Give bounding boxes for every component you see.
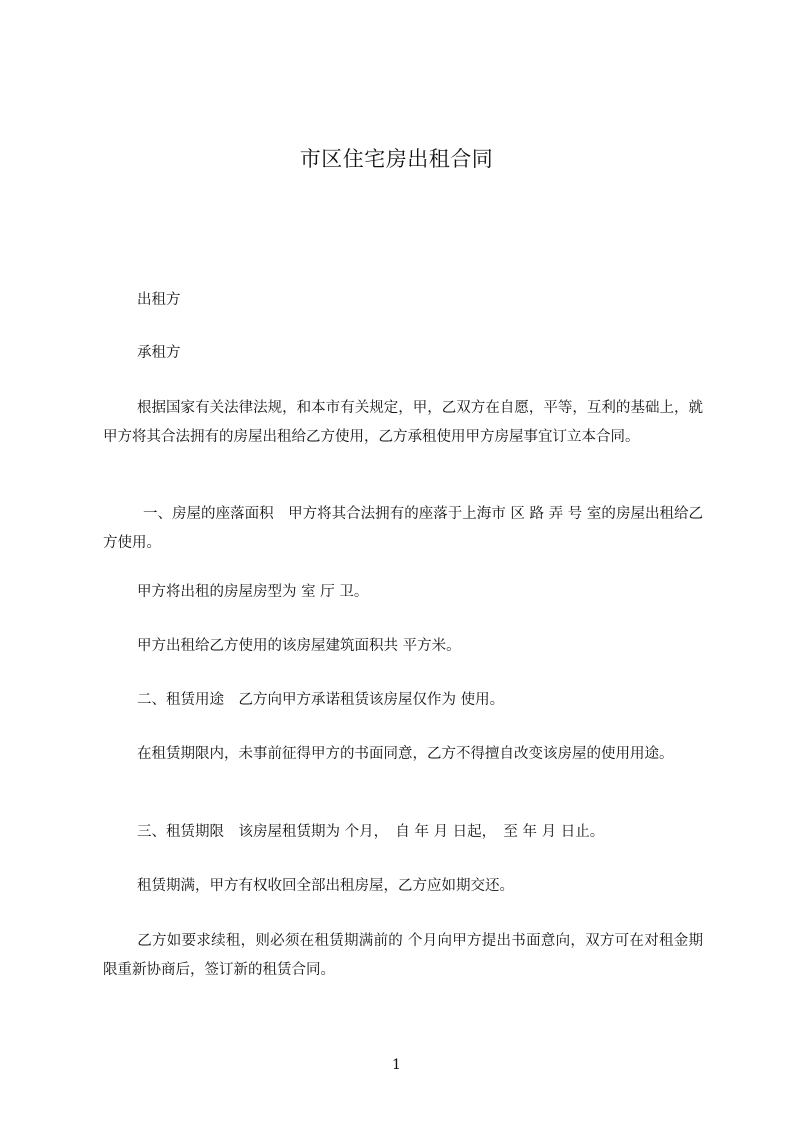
paragraph-text: 二、租赁用途 乙方向甲方承诺租赁该房屋仅作为 使用。 <box>137 692 505 708</box>
paragraph-lessee <box>103 339 703 368</box>
paragraph-lessor <box>103 286 703 315</box>
paragraph-text: 在租赁期限内，未事前征得甲方的书面同意，乙方不得擅自改变该房屋的使用用途。 <box>137 746 674 762</box>
document-title: 市区住宅房出租合同 <box>299 147 494 171</box>
paragraph-floor-area <box>103 632 703 661</box>
page-number: 1 <box>392 1057 401 1073</box>
paragraph-text: 出租方 <box>137 292 181 308</box>
paragraph-text: 承租方 <box>137 345 181 361</box>
paragraph-text: 三、租赁期限 该房屋租赁期为 个月， 自 年 月 日起， 至 年 月 日止。 <box>137 824 605 840</box>
paragraph-section-1 <box>103 500 703 558</box>
paragraph-text: 甲方将出租的房屋房型为 室 厅 卫。 <box>137 584 369 600</box>
paragraph-section-3 <box>103 818 703 847</box>
paragraph-text: 根据国家有关法律法规，和本市有关规定，甲，乙双方在自愿，平等，互利的基础上，就甲方将其合法拥有的房屋出租给乙方使用，乙方承租使用甲方房屋事宜订立本合同。 <box>103 400 703 445</box>
paragraph-text: 甲方出租给乙方使用的该房屋建筑面积共 平方米。 <box>137 638 461 654</box>
paragraph-section-2 <box>103 686 703 715</box>
paragraph-text: 租赁期满，甲方有权收回全部出租房屋，乙方应如期交还。 <box>137 878 514 894</box>
paragraph-lease-expiry <box>103 872 703 901</box>
paragraph-renewal <box>103 927 703 985</box>
paragraph-text: 乙方如要求续租，则必须在租赁期满前的 个月向甲方提出书面意向，双方可在对租金期限重新协商后，签订新的租赁合同。 <box>103 933 703 978</box>
paragraph-text: 一、房屋的座落面积 甲方将其合法拥有的座落于上海市 区 路 弄 号 室的房屋出租给乙方使用。 <box>103 506 703 551</box>
paragraph-usage-restriction <box>103 740 703 769</box>
paragraph-preamble <box>103 394 703 452</box>
paragraph-house-type <box>103 578 703 607</box>
